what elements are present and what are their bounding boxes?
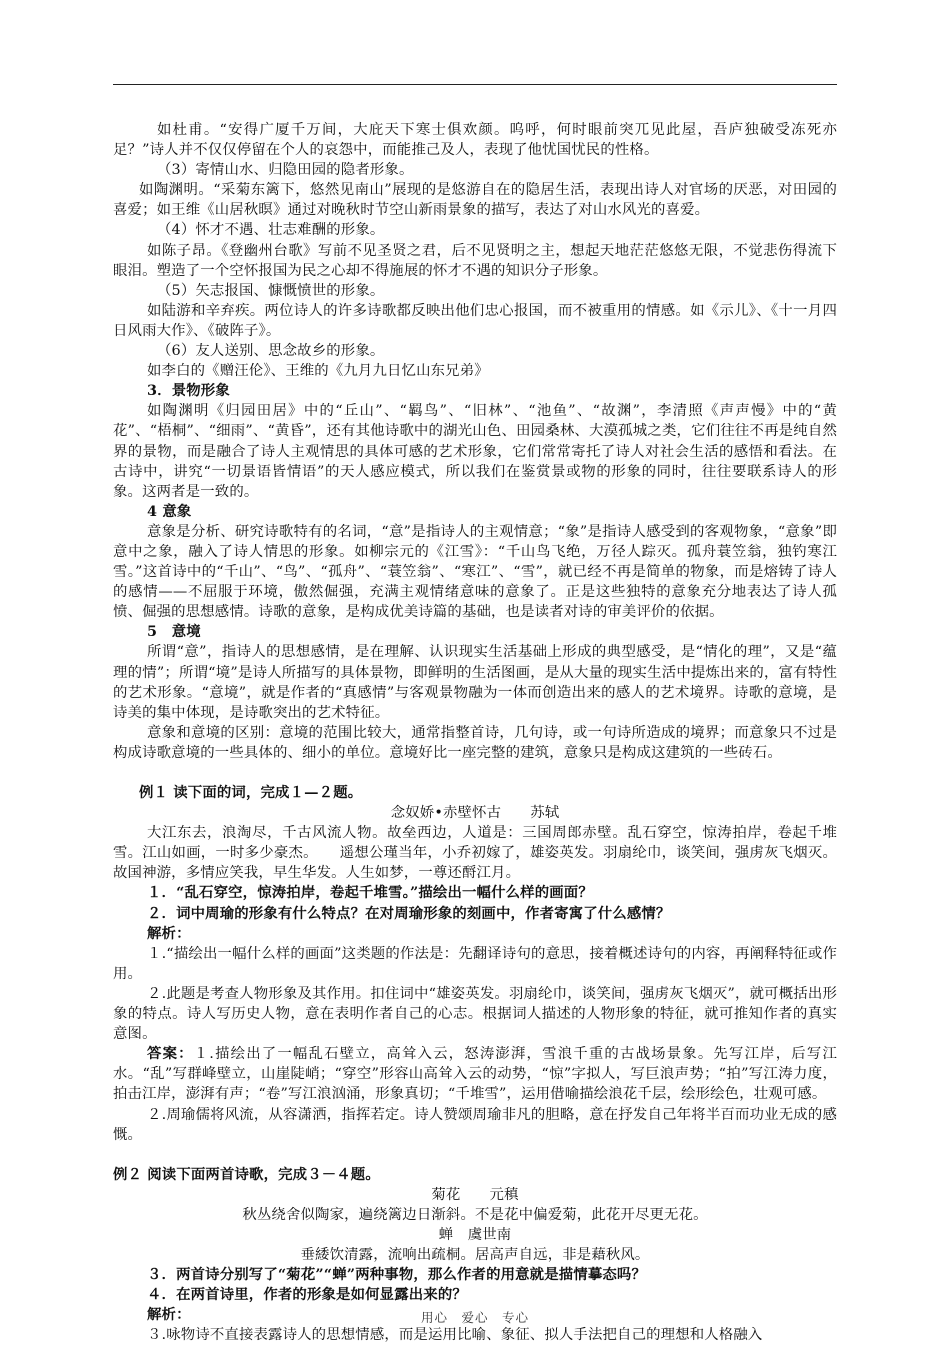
example1-answer-2: ２.周瑜儒将风流，从容潇洒，指挥若定。诗人赞颂周瑜非凡的胆略，意在抒发自己年将半百而功业无成的感慨。 [113, 1106, 837, 1143]
example1-answer-1 [113, 1044, 837, 1104]
paragraph-luyou: 如陆游和辛弃疾。两位诗人的许多诗歌都反映出他们忠心报国，而不被重用的情感。如《示儿》、《十一月四日风雨大作》、《破阵子》。 [113, 302, 837, 339]
example2-analysis-3: ３.咏物诗不直接表露诗人的思想情感，而是运用比喻、象征、拟人手法把自己的理想和人格融入 [147, 1327, 763, 1344]
paragraph-scenery-image: 如陶渊明《归园田居》中的“丘山”、“羁鸟”、“旧林”、“池鱼”、“故渊”，李清照《声声慢》中的“黄花”、“梧桐”、“细雨”、“黄昏”，还有其他诗歌中的湖光山色、田园桑林、大漠孤城之类，它们往往不再是纯自然界的景物，而是融合了诗人主观情思的具体可感的艺术形象，它们常常寄托了诗人对社会生活的感悟和看法。在古诗中，讲究“一切景语皆情语”的天人感应模式，所以我们在鉴赏景或物的形象的同时，往往要联系诗人的形象。这两者是一致的。 [113, 403, 837, 500]
paragraph-imagery: 意象是分析、研究诗歌特有的名词，“意”是指诗人的主观情意；“象”是指诗人感受到的客观物象，“意象”即意中之象，融入了诗人情思的形象。如柳宗元的《江雪》：“千山鸟飞绝，万径人踪灭。孤舟蓑笠翁，独钓寒江雪。”这首诗中的“千山”、“鸟”、“孤舟”、“蓑笠翁”、“寒江”、“雪”，就已经不再是简单的物象，而是熔铸了诗人的感情——不屈服于环境，傲然倔强，充满主观情绪意味的意象了。正是这些独特的意象充分地表达了诗人孤愤、倔强的思想感情。诗歌的意象，是构成优美诗篇的基础，也是读者对诗的审美评价的依据。 [113, 523, 837, 621]
subheading-5: （5）矢志报国、慷慨愤世的形象。 [157, 282, 385, 299]
example1-title: 例１ 读下面的词，完成１—２题。 [139, 784, 363, 801]
example2-analysis-label: 解析： [147, 1306, 191, 1324]
paragraph-difference: 意象和意境的区别：意境的范围比较大，通常指整首诗，几句诗，或一句诗所造成的境界；而意象只不过是构成诗歌意境的一些具体的、细小的单位。意境好比一座完整的建筑，意象只是构成这建筑的一些砖石。 [113, 724, 837, 761]
paragraph-libai: 如李白的《赠汪伦》、王维的《九月九日忆山东兄弟》 [147, 363, 489, 380]
heading-artistic-conception: 5 意境 [147, 623, 201, 641]
example2-poem1-title: 菊花 元稹 [431, 1186, 519, 1203]
heading-scenery-image: 3．景物形象 [147, 382, 230, 400]
example1-poem: 大江东去，浪淘尽，千古风流人物。故垒西边，人道是：三国周郎赤壁。乱石穿空，惊涛拍岸，卷起千堆雪。江山如画，一时多少豪杰。 遥想公瑾当年，小乔初嫁了，雄姿英发。羽扇纶巾，谈笑间，强虏灰飞烟灭。故国神游，多情应笑我，早生华发。人生如梦，一尊还酹江月。 [113, 825, 837, 882]
subheading-6: （6）友人送别、思念故乡的形象。 [157, 343, 385, 360]
example1-analysis-2: ２.此题是考查人物形象及其作用。扣住词中“雄姿英发。羽扇纶巾，谈笑间，强虏灰飞烟灭”，就可概括出形象的特点。诗人写历史人物，意在表明作者自己的心志。根据词人描述的人物形象的特征，就可推知作者的真实意图。 [113, 985, 837, 1043]
example1-analysis-1: １.“描绘出一幅什么样的画面”这类题的作法是：先翻译诗句的意思，接着概述诗句的内容，再阐释特征或作用。 [113, 945, 837, 982]
example2-poem2-title: 蝉 虞世南 [438, 1226, 512, 1243]
document-body [113, 120, 837, 1346]
example1-answer-label: 答案： [147, 1045, 194, 1063]
example2-poem1: 秋丛绕舍似陶家，遍绕篱边日渐斜。不是花中偏爱菊，此花开尽更无花。 [242, 1206, 708, 1223]
example1-analysis-label: 解析： [147, 924, 191, 942]
page-footer: 用心 爱心 专心 [420, 1310, 529, 1325]
example2-title: 例２ 阅读下面两首诗歌，完成３－４题。 [113, 1165, 380, 1183]
paragraph-dufu: 如杜甫。“安得广厦千万间，大庇天下寒士俱欢颜。呜呼，何时眼前突兀见此屋，吾庐独破受冻死亦足？”诗人并不仅仅停留在个人的哀怨中，而能推己及人，表现了他忧国忧民的性格。 [113, 122, 837, 159]
subheading-4: （4）怀才不遇、壮志难酬的形象。 [157, 222, 385, 239]
paragraph-taoyuanming: 如陶渊明。“采菊东篱下，悠然见南山”展现的是悠游自在的隐居生活，表现出诗人对官场的厌恶，对田园的喜爱；如王维《山居秋暝》通过对晚秋时节空山新雨景象的描写，表达了对山水风光的喜爱。 [113, 182, 837, 219]
paragraph-chenziang: 如陈子昂。《登幽州台歌》写前不见圣贤之君，后不见贤明之主，想起天地茫茫悠悠无限，不觉悲伤得流下眼泪。塑造了一个空怀报国为民之心却不得施展的怀才不遇的知识分子形象。 [113, 242, 837, 279]
heading-imagery: 4 意象 [147, 502, 192, 520]
example1-poem-title: 念奴娇•赤壁怀古 苏轼 [390, 805, 560, 822]
header-rule [113, 84, 837, 85]
example2-question-3: ３．两首诗分别写了“菊花”“蝉”两种事物，那么作者的用意就是描情摹态吗？ [147, 1266, 647, 1284]
paragraph-artistic-conception: 所谓“意”，指诗人的思想感情，是在理解、认识现实生活基础上形成的典型感受，是“情化的理”，又是“蕴理的情”；所谓“境”是诗人所描写的具体景物，即鲜明的生活图画，是从大量的现实生活中提炼出来的，富有特性的艺术形象。“意境”，就是作者的“真感情”与客观景物融为一体而创造出来的感人的艺术境界。诗歌的意境，是诗美的集中体现，是诗歌突出的艺术特征。 [113, 644, 837, 721]
subheading-3: （3）寄情山水、归隐田园的隐者形象。 [157, 162, 414, 179]
example1-question-1: １．“乱石穿空，惊涛拍岸，卷起千堆雪。”描绘出一幅什么样的画面？ [147, 884, 593, 902]
example2-poem2: 垂緌饮清露，流响出疏桐。居高声自远，非是藉秋风。 [300, 1247, 650, 1264]
example1-question-2: ２．词中周瑜的形象有什么特点？在对周瑜形象的刻画中，作者寄寓了什么感情？ [147, 904, 671, 922]
example1-answer-1-text: １.描绘出了一幅乱石壁立，高耸入云，怒涛澎湃，雪浪千重的古战场景象。先写江岸，后写江水。“乱”写群峰壁立，山崖陡峭；“穿空”形容山高耸入云的动势，“惊”字拟人，写巨浪声势；“拍”写江涛力度，拍击江岸，澎湃有声；“卷”写江浪汹涌，形象真切；“千堆雪”，运用借喻描绘浪花千层，绘形绘色，壮观可感。 [113, 1046, 837, 1103]
example2-question-4: ４．在两首诗里，作者的形象是如何显露出来的？ [147, 1286, 467, 1304]
